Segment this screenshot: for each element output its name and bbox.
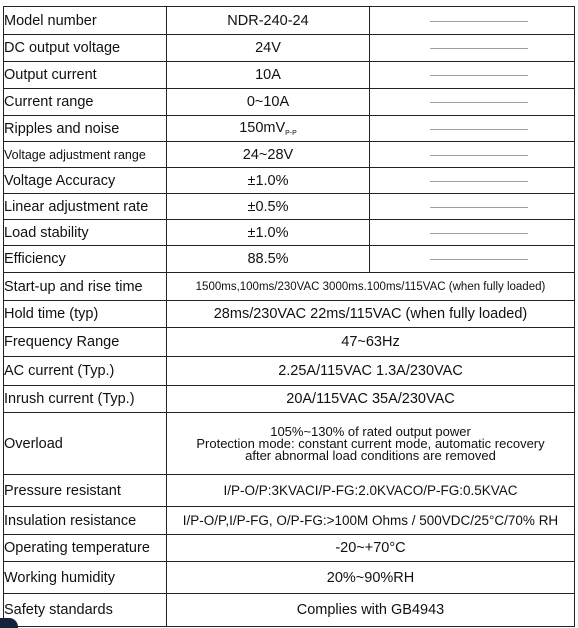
table-row bbox=[4, 35, 575, 62]
ripple-value: 150mV bbox=[239, 120, 286, 136]
row-label: Model number bbox=[4, 7, 167, 35]
table-row bbox=[4, 89, 575, 116]
table-row bbox=[4, 357, 575, 386]
row-value: I/P-O/P,I/P-FG, O/P-FG:>100M Ohms / 500VDC/25°C/70% RH bbox=[167, 507, 575, 535]
table-row bbox=[4, 168, 575, 194]
overload-line: Protection mode: constant current mode, automatic recovery bbox=[196, 435, 545, 451]
row-value bbox=[167, 413, 575, 475]
blank-cell bbox=[370, 168, 575, 194]
table-row bbox=[4, 562, 575, 594]
blank-cell bbox=[370, 7, 575, 35]
row-value: 47~63Hz bbox=[167, 328, 575, 357]
blank-line bbox=[430, 233, 528, 234]
row-label: Ripples and noise bbox=[4, 116, 167, 142]
row-label: Safety standards bbox=[4, 594, 167, 627]
row-label: Inrush current (Typ.) bbox=[4, 386, 167, 413]
row-value: ±1.0% bbox=[167, 220, 370, 246]
blank-cell bbox=[370, 194, 575, 220]
row-label: Linear adjustment rate bbox=[4, 194, 167, 220]
blank-line bbox=[430, 181, 528, 182]
row-value: I/P-O/P:3KVACI/P-FG:2.0KVACO/P-FG:0.5KVAC bbox=[167, 475, 575, 507]
blank-cell bbox=[370, 220, 575, 246]
blank-cell bbox=[370, 246, 575, 273]
row-value: ±1.0% bbox=[167, 168, 370, 194]
row-value: 20%~90%RH bbox=[167, 562, 575, 594]
row-value: ±0.5% bbox=[167, 194, 370, 220]
table-row bbox=[4, 142, 575, 168]
table-row bbox=[4, 273, 575, 301]
table-row bbox=[4, 220, 575, 246]
row-value: 24V bbox=[167, 35, 370, 62]
row-label: Insulation resistance bbox=[4, 507, 167, 535]
blank-cell bbox=[370, 35, 575, 62]
row-label: Voltage adjustment range bbox=[4, 142, 167, 168]
table-row bbox=[4, 328, 575, 357]
table-row bbox=[4, 7, 575, 35]
blank-line bbox=[430, 129, 528, 130]
table-row bbox=[4, 301, 575, 328]
table-row bbox=[4, 116, 575, 142]
ripple-unit-subscript: P-P bbox=[285, 130, 297, 137]
row-value: Complies with GB4943 bbox=[167, 594, 575, 627]
blank-line bbox=[430, 155, 528, 156]
row-label: Start-up and rise time bbox=[4, 273, 167, 301]
row-label: Frequency Range bbox=[4, 328, 167, 357]
blank-cell bbox=[370, 62, 575, 89]
table-row bbox=[4, 507, 575, 535]
row-value: 88.5% bbox=[167, 246, 370, 273]
row-value: NDR-240-24 bbox=[167, 7, 370, 35]
table-row bbox=[4, 194, 575, 220]
row-label: Hold time (typ) bbox=[4, 301, 167, 328]
row-label: Voltage Accuracy bbox=[4, 168, 167, 194]
row-value: 10A bbox=[167, 62, 370, 89]
row-label: DC output voltage bbox=[4, 35, 167, 62]
table-row bbox=[4, 594, 575, 627]
row-label: Current range bbox=[4, 89, 167, 116]
table-row bbox=[4, 413, 575, 475]
overload-line: after abnormal load conditions are removed bbox=[245, 447, 496, 463]
table-row bbox=[4, 246, 575, 273]
row-label: Efficiency bbox=[4, 246, 167, 273]
blank-line bbox=[430, 21, 528, 22]
row-value: -20~+70°C bbox=[167, 535, 575, 562]
row-value: 28ms/230VAC 22ms/115VAC (when fully loaded) bbox=[167, 301, 575, 328]
row-label: Output current bbox=[4, 62, 167, 89]
row-label: Overload bbox=[4, 413, 167, 475]
blank-line bbox=[430, 75, 528, 76]
row-label: AC current (Typ.) bbox=[4, 357, 167, 386]
blank-line bbox=[430, 102, 528, 103]
row-value: 0~10A bbox=[167, 89, 370, 116]
blank-cell bbox=[370, 142, 575, 168]
row-value: 2.25A/115VAC 1.3A/230VAC bbox=[167, 357, 575, 386]
blank-cell bbox=[370, 89, 575, 116]
table-row bbox=[4, 535, 575, 562]
blank-cell bbox=[370, 116, 575, 142]
overload-line: 105%~130% of rated output power bbox=[270, 423, 471, 439]
table-row bbox=[4, 386, 575, 413]
row-value: 24~28V bbox=[167, 142, 370, 168]
blank-line bbox=[430, 207, 528, 208]
table-row bbox=[4, 62, 575, 89]
row-label: Operating temperature bbox=[4, 535, 167, 562]
blank-line bbox=[430, 48, 528, 49]
spec-table bbox=[3, 6, 575, 627]
row-label: Pressure resistant bbox=[4, 475, 167, 507]
row-value: 20A/115VAC 35A/230VAC bbox=[167, 386, 575, 413]
table-row bbox=[4, 475, 575, 507]
row-label: Working humidity bbox=[4, 562, 167, 594]
row-value bbox=[167, 116, 370, 142]
row-label: Load stability bbox=[4, 220, 167, 246]
blank-line bbox=[430, 259, 528, 260]
row-value: 1500ms,100ms/230VAC 3000ms.100ms/115VAC (when fully loaded) bbox=[167, 273, 575, 301]
